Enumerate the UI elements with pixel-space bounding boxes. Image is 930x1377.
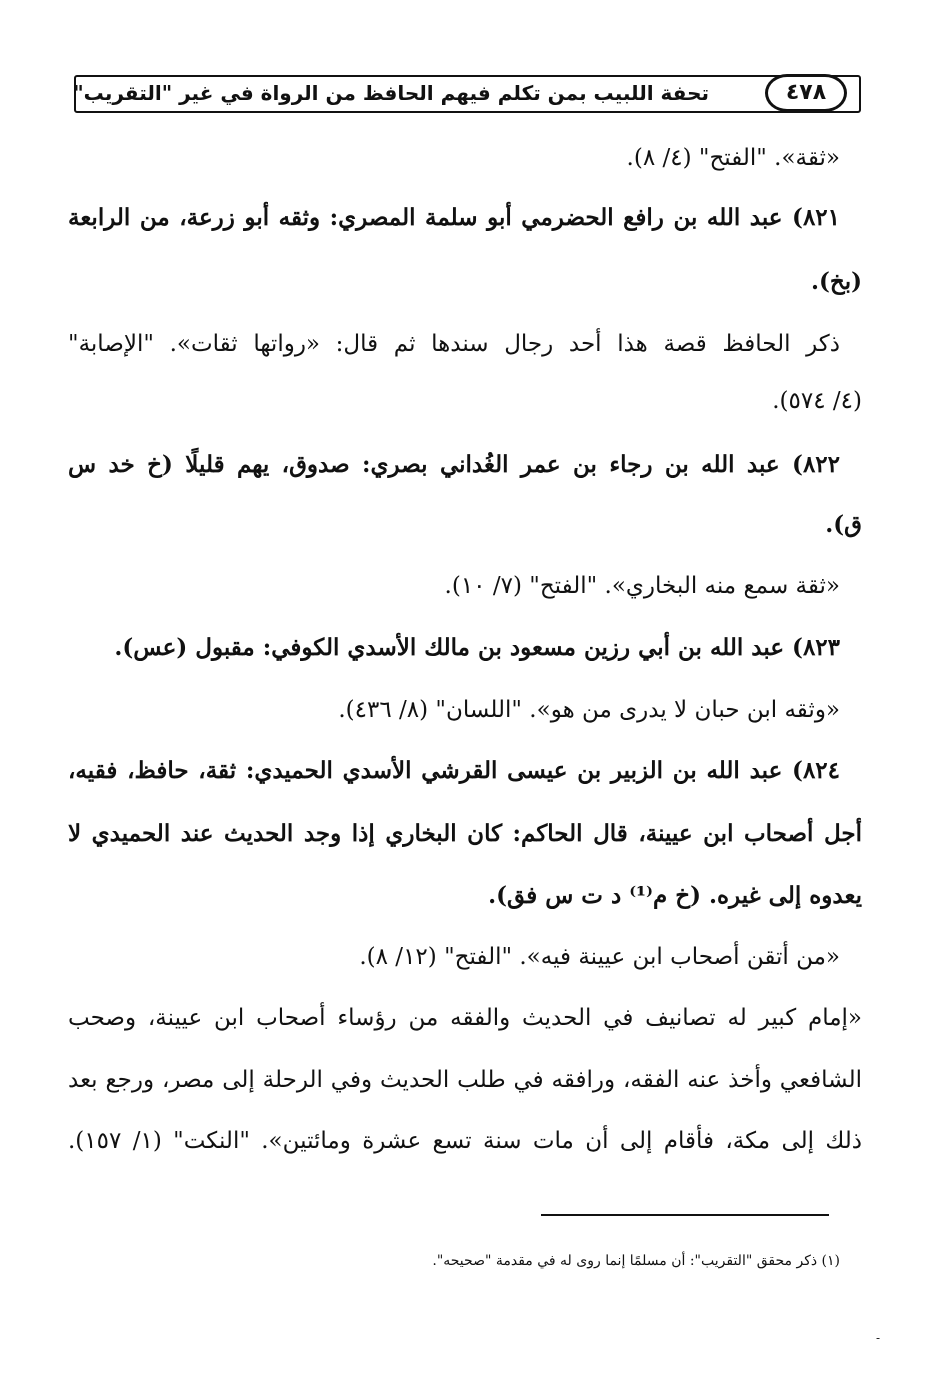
text-line: ذلك إلى مكة، فأقام إلى أن مات سنة تسع عشرة ومائتين». "النكت" (١/ ١٥٧).	[68, 1128, 862, 1154]
text-line: أجل أصحاب ابن عيينة، قال الحاكم: كان البخاري إذا وجد الحديث عند الحميدي لا	[68, 820, 862, 847]
text-line: الشافعي وأخذ عنه الفقه، ورافقه في طلب الحديث وفي الرحلة إلى مصر، ورجع بعد	[68, 1067, 862, 1093]
text-line: «من أتقن أصحاب ابن عيينة فيه». "الفتح" (١٢/ ٨).	[359, 944, 840, 970]
text-line: «إمام كبير له تصانيف في الحديث والفقه من رؤساء أصحاب ابن عيينة، وصحب	[68, 1005, 862, 1031]
text-line: «ثقة سمع منه البخاري». "الفتح" (٧/ ١٠).	[444, 573, 840, 599]
footnote-separator	[541, 1214, 829, 1216]
text-line: يعدوه إلى غيره. (خ م⁽¹⁾ د ت س فق).	[488, 882, 862, 909]
text-line: «وثقه ابن حبان لا يدرى من هو». "اللسان" (٨/ ٤٣٦).	[338, 697, 840, 723]
text-line: ق).	[825, 511, 862, 538]
entry-heading-821: ٨٢١) عبد الله بن رافع الحضرمي أبو سلمة المصري: وثقه أبو زرعة، من الرابعة	[68, 204, 840, 231]
book-title: تحفة اللبيب بمن تكلم فيهم الحافظ من الرواة في غير "التقريب"	[73, 81, 709, 105]
entry-heading-824: ٨٢٤) عبد الله بن الزبير بن عيسى القرشي الأسدي الحميدي: ثقة، حافظ، فقيه،	[68, 757, 840, 784]
text-line: ذكر الحافظ قصة هذا أحد رجال سندها ثم قال: «رواتها ثقات». "الإصابة"	[68, 331, 840, 357]
margin-mark: -	[876, 1331, 881, 1345]
footnote: (١) ذكر محقق "التقريب": أن مسلمًا إنما روى له في مقدمة "صحيحه".	[432, 1253, 840, 1269]
running-header	[74, 75, 861, 113]
text-line: (٤/ ٥٧٤).	[772, 388, 862, 414]
entry-heading-823: ٨٢٣) عبد الله بن أبي رزين مسعود بن مالك الأسدي الكوفي: مقبول (عس).	[114, 634, 840, 661]
text-line: «ثقة». "الفتح" (٤/ ٨).	[626, 145, 840, 171]
entry-heading-822: ٨٢٢) عبد الله بن رجاء بن عمر الغُداني بصري: صدوق، يهم قليلًا (خ خد س	[68, 451, 840, 478]
text-line: (بخ).	[810, 268, 862, 295]
page-number-badge: ٤٧٨	[765, 74, 847, 112]
